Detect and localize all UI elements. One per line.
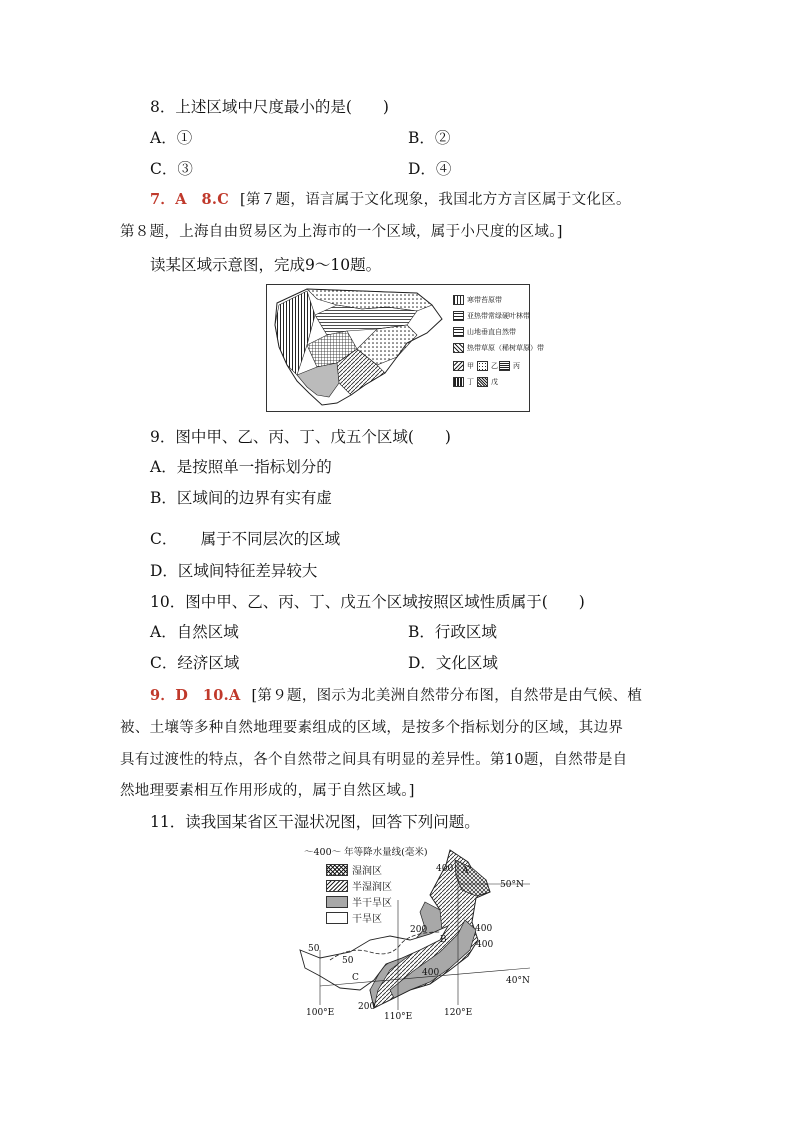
tundra-swatch-icon [453,295,464,305]
legend-mountain [453,327,516,337]
legend-savanna [453,343,544,353]
q8-option-c: C．③ [150,160,193,178]
legend-semihumid [326,878,392,893]
region-c-label: C [352,973,359,983]
legend-subtropical-label: 亚热带常绿硬叶林带 [467,312,530,320]
legend-ding-label: 丁 [467,378,474,386]
legend-jia-label: 甲 [467,362,474,370]
answer-7-8-label: 7．A 8.C [150,191,230,208]
q10-stem: 10．图中甲、乙、丙、丁、戊五个区域按照区域性质属于( ) [150,593,585,611]
q8-stem: 8．上述区域中尺度最小的是( ) [150,98,389,116]
q9-stem: 9．图中甲、乙、丙、丁、戊五个区域( ) [150,428,451,446]
answer-9-10-line2: 被、土壤等多种自然地理要素组成的区域，是按多个指标划分的区域，其边界 [120,720,624,736]
semihumid-swatch-icon [326,880,348,892]
subtropical-swatch-icon [453,311,464,321]
answer-9-10-text1: [第９题，图示为北美洲自然带分布图，自然带是由气候、植 [251,688,643,704]
legend-bing [499,361,520,371]
legend-subtropical [453,311,530,321]
q11-stem: 11．读我国某省区干湿状况图，回答下列问题。 [150,813,480,831]
mountain-swatch-icon [453,327,464,337]
q8-option-b: B．② [408,129,451,147]
answer-7-8-text1: [第７题，语言属于文化现象，我国北方方言区属于文化区。 [240,192,631,208]
legend-arid [326,910,382,925]
region-a-label: A [462,866,469,876]
legend-arid-label: 干旱区 [352,914,382,925]
arid-swatch-icon [326,912,348,924]
legend-tundra-label: 寒带苔原带 [467,296,502,304]
isoline-value: 50 [308,944,320,954]
legend-ding [453,377,474,387]
q10-option-c: C．经济区域 [150,654,240,672]
answer-7-8-line1 [150,190,631,210]
lon-label: 110°E [384,1012,413,1022]
isoline-value: 400 [475,924,493,934]
lon-label: 120°E [444,1008,473,1018]
region-b-label: B [440,935,447,945]
legend-tundra [453,295,502,305]
legend-mountain-label: 山地垂直自然带 [467,328,516,336]
q10-option-b: B．行政区域 [408,623,497,641]
answer-9-10-label: 9．D 10.A [150,687,241,704]
wu-swatch-icon [477,377,488,387]
q10-option-d: D．文化区域 [408,654,498,672]
lat-label: 40°N [506,976,530,986]
isoline-value: 50 [342,956,354,966]
legend-wu [477,377,498,387]
isoline-value: 400 [476,940,494,950]
legend-humid-label: 湿润区 [352,866,382,877]
isoline-value: 200 [410,925,428,935]
legend-semihumid-label: 半湿润区 [352,882,392,893]
q8-option-a: A．① [150,129,193,147]
q8-option-d: D．④ [408,160,452,178]
jia-swatch-icon [453,361,464,371]
semiarid-swatch-icon [326,896,348,908]
q9-option-b: B．区域间的边界有实有虚 [150,489,332,507]
legend-jia [453,361,474,371]
legend-semiarid [326,894,392,909]
lon-label: 100°E [306,1008,335,1018]
north-america-map [266,284,544,412]
q9-option-d: D．区域间特征差异较大 [150,562,318,580]
isoline-value: 400 [422,968,440,978]
intro-9-10: 读某区域示意图，完成9～10题。 [150,256,382,274]
ding-swatch-icon [453,377,464,387]
humidity-map [290,840,540,1020]
yi-swatch-icon [477,361,488,371]
legend-bing-label: 丙 [513,362,520,370]
legend-yi-label: 乙 [491,362,498,370]
answer-9-10-line4: 然地理要素相互作用形成的，属于自然区域。] [120,783,415,799]
humid-swatch-icon [326,864,348,876]
legend-humid [326,862,382,877]
q9-option-c: C． 属于不同层次的区域 [150,530,341,548]
legend-wu-label: 戊 [491,378,498,386]
isoline-legend: 〜400〜 年等降水量线(毫米) [304,847,428,858]
isoline-value: 200 [358,1002,376,1012]
legend-savanna-label: 热带草原（稀树草原）带 [467,344,544,352]
savanna-swatch-icon [453,343,464,353]
legend-yi [477,361,498,371]
answer-7-8-line2: 第８题，上海自由贸易区为上海市的一个区域，属于小尺度的区域。] [120,224,563,240]
isoline-value: 400 [436,864,454,874]
q10-option-a: A．自然区域 [150,623,239,641]
answer-9-10-line3: 具有过渡性的特点，各个自然带之间具有明显的差异性。第10题，自然带是自 [120,752,628,768]
legend-semiarid-label: 半干旱区 [352,898,392,909]
answer-9-10-line1 [150,686,642,706]
q9-option-a: A．是按照单一指标划分的 [150,458,332,476]
bing-swatch-icon [499,361,510,371]
lat-label: 50°N [500,880,524,890]
